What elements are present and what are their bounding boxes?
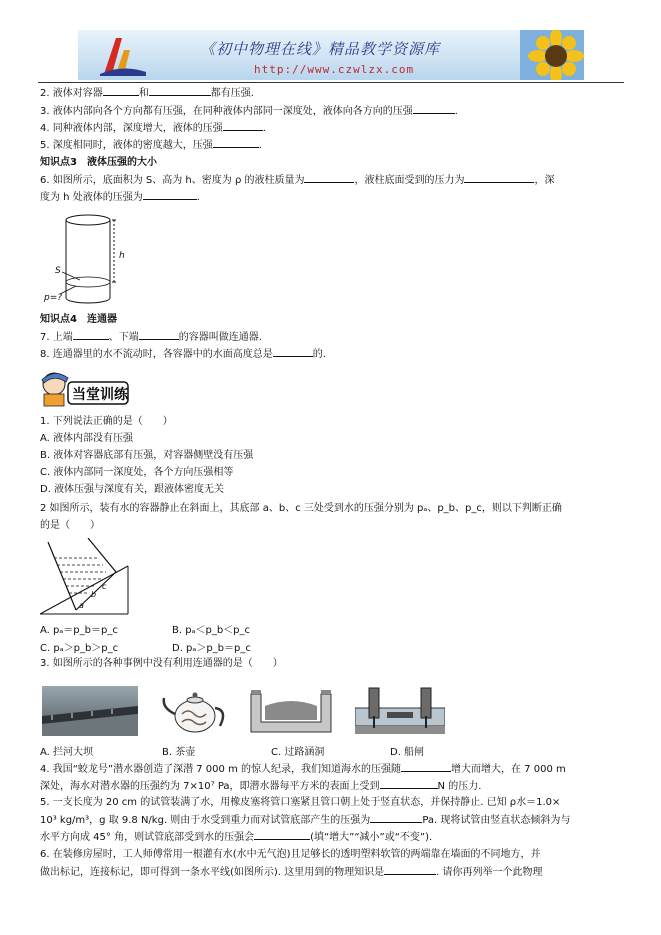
q6-line-2: 做出标记，连接标记，即可得到一条水平线(如图所示). 这里用到的物理知识是 . 请你再列举一个此物理 [40,867,543,878]
logo-icon [94,34,150,78]
q2-stem-2: 的是（ ） [40,520,100,531]
q2-option-a: A. pₐ＝p_b＝p_c [40,625,118,636]
cylinder-label-h: h [119,251,125,261]
dam-photo [42,686,138,736]
q3-option-d: D. 船闸 [390,747,425,758]
header-rule [38,82,624,83]
line-4: 4. 同种液体内部，深度增大，液体的压强 . [40,123,266,134]
q1-option-b: B. 液体对容器底部有压强，对容器侧壁没有压强 [40,450,254,461]
line-5: 5. 深度相同时，液体的密度越大，压强 . [40,140,262,151]
header-url[interactable]: http://www.czwlzx.com [254,63,415,76]
header-banner [78,30,584,80]
q5-line-1: 5. 一支长度为 20 cm 的试管装满了水，用橡皮塞将管口塞紧且管口朝上处于竖直状态，并保持静止. 已知 ρ水＝1.0× [40,797,561,808]
q1-option-d: D. 液体压强与深度有关，跟液体密度无关 [40,484,225,495]
incline-container-figure [40,538,130,618]
q1-stem: 1. 下列说法正确的是（ ） [40,416,173,427]
line-3: 3. 液体内部向各个方向都有压强，在同种液体内部同一深度处，液体向各方向的压强 . [40,106,458,117]
q5-line-2: 10³ kg/m³，g 取 9.8 N/kg. 则由于水受到重力而对试管底部产生的压强为 Pa. 现将试管由竖直状态倾斜为与 [40,815,571,826]
q4-line-2: 深处，海水对潜水器的压强约为 7×10⁷ Pa，即潜水器每平方米的表面上受到 N 的压力. [40,781,482,792]
q5-line-3: 水平方向成 45° 角，则试管底部受到水的压强会 (填“增大”“减小”或“不变”). [40,832,433,843]
q3-option-a: A. 拦河大坝 [40,747,94,758]
cylinder-label-s: S [55,266,61,276]
q3-stem: 3. 如图所示的各种事例中没有利用连通器的是（ ） [40,658,283,669]
teapot-photo [160,686,230,736]
section-heading-3: 知识点3 液体压强的大小 [40,157,157,168]
ship-lock-figure [355,686,445,736]
q2-option-c: C. pₐ＞p_b＞p_c [40,643,119,654]
culvert-figure [249,686,333,736]
header-title: 《初中物理在线》精品教学资源库 [200,40,441,58]
practice-badge [38,368,130,408]
q3-option-b: B. 茶壶 [162,747,196,758]
line-6: 6. 如图所示，底面积为 S、高为 h、密度为 ρ 的液柱质量为 ，液柱底面受到的压力为 ，深 [40,175,555,186]
line-7: 7. 上端 、下端 的容器叫做连通器. [40,332,262,343]
q3-option-c: C. 过路涵洞 [271,747,325,758]
q2-label-c: c [102,582,107,591]
cylinder-label-p: p=? [44,293,63,303]
q2-label-a: a [79,601,84,610]
q2-option-d: D. pₐ＞p_b＝p_c [172,643,251,654]
q6-line-1: 6. 在装修房屋时，工人师傅常用一根灌有水(水中无气泡)且足够长的透明塑料软管的两端靠在墙面的不同地方，并 [40,849,541,860]
line-8: 8. 连通器里的水不流动时，各容器中的水面高度总是 的. [40,349,326,360]
sunflower-icon [520,30,584,80]
section-heading-4: 知识点4 连通器 [40,314,117,325]
q1-option-c: C. 液体内部同一深度处，各个方向压强相等 [40,467,234,478]
line-2: 2. 液体对容器 和 都有压强. [40,88,254,99]
badge-text: 当堂训练 [72,387,128,403]
q2-label-b: b [91,590,97,599]
q1-option-a: A. 液体内部没有压强 [40,433,134,444]
q2-option-b: B. pₐ＜p_b＜p_c [172,625,251,636]
line-6-cont: 度为 h 处液体的压强为 . [40,192,200,203]
q4-line-1: 4. 我国“蛟龙号”潜水器创造了深潜 7 000 m 的惊人纪录，我们知道海水的压强随 增大而增大，在 7 000 m [40,764,566,775]
q2-stem-1: 2 如图所示，装有水的容器静止在斜面上，其底部 a、b、c 三处受到水的压强分别为 pₐ、p_b、p_c，则以下判断正确 [40,503,562,514]
